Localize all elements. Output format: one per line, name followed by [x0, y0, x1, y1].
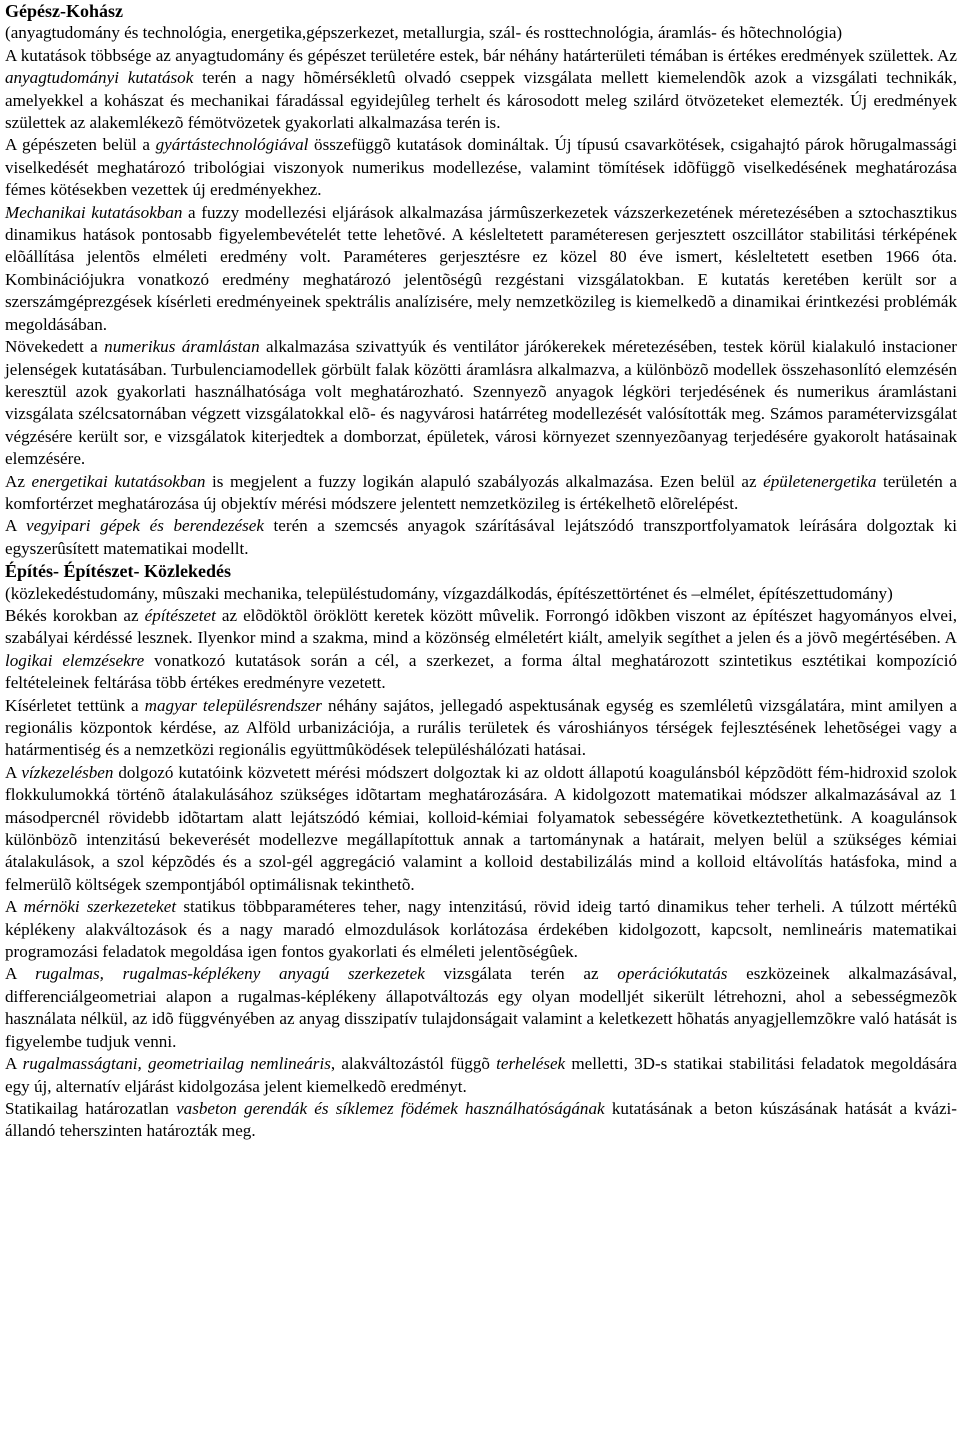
italic-term: mérnöki szerkezeteket [23, 897, 177, 917]
italic-term: vízkezelésben [21, 762, 114, 782]
text-run: Békés korokban az [5, 605, 145, 625]
paragraph [5, 1053, 957, 1098]
text-run: Az [5, 471, 32, 491]
text-run: A gépészeten belül a [5, 135, 156, 155]
paragraph [5, 963, 957, 1053]
paragraph [5, 471, 957, 516]
text-run: A [5, 964, 36, 984]
section-fields-epites: (közlekedéstudomány, mûszaki mechanika, településtudomány, vízgazdálkodás, építészettörténet és –elmélet, építészettudomány) [5, 583, 893, 603]
text-run: Statikailag határozatlan [5, 1098, 177, 1118]
text-run: , alakváltozástól függõ [330, 1054, 497, 1074]
section-heading-gepesz-kohasz: Gépész-Kohász [5, 1, 123, 21]
italic-term: rugalmasságtani, geometriailag nemlineáris [22, 1054, 331, 1074]
paragraph [5, 762, 957, 896]
paragraph [5, 605, 957, 695]
italic-term: vegyipari gépek és berendezések [26, 516, 264, 536]
paragraph [5, 45, 957, 135]
italic-term: anyagtudományi kutatások [5, 68, 194, 88]
text-run: A [5, 516, 26, 536]
text-run: eszközeinek alkalmazásával, differenciálgeometriai alapon a rugalmas-képlékeny állapotváltozás egy olyan modelljét sikerült létrehozni, ahol a sebességmezõk használata nélkül, az idõ függvényében az anyag disszipatív tulajdonságait valamint a keletkezett hõhatás anyagjellemzõkre való hatását is figyelembe tudjuk venni. [5, 964, 957, 1051]
text-run: dolgozó kutatóink közvetett mérési módszert dolgoztak ki az oldott állapotú koagulánsból képzõdött fém-hidroxid szolok flokkulumokká történõ átalakulásához szükséges idõtartam meghatározására. A kidolgozott matematikai módszer alkalmazásával az 1 másodpercnél rövidebb idõtartam alatt lejátszódó kémiai, kolloid-kémiai folyamatok sebességére következtethetünk. A koagulánsok különbözõ intenzitású bekeverését modellezve megállapítottuk annak a tartománynak a határait, melyen belül a szükséges kémiai átalakulások, a szol képzõdés és a szol-gél aggregáció valamint a kolloid destabilizálás mind a kolloid eltávolítás hatásfoka, mind a felmerülõ költségek szempontjából optimálisnak tekinthetõ. [5, 762, 957, 894]
text-run: vonatkozó kutatások során a cél, a szerkezet, a forma által meghatározott szintetikus esztétikai kompozíció feltételeinek feltárása több értékes eredményre vezetett. [5, 650, 958, 693]
text-run: terén a szemcsés anyagok szárításával lejátszódó transzportfolyamatok leírására dolgoztak ki egyszerûsített matematikai modellt. [5, 516, 957, 558]
text-run: statikus többparaméteres teher, nagy intenzitású, rövid ideig tartó dinamikus teher terheli. A túlzott mértékû képlékeny alakváltozások és a nagy maradó elmozdulások korlátozása érdekében kidolgozott, kapcsolt, nemlineáris matematikai programozási feladatok megoldása igen fontos gyakorlati és elméleti jelentõségûek. [5, 897, 957, 962]
section-heading-epites: Építés- Építészet- Közlekedés [5, 561, 231, 582]
italic-term: logikai elemzésekre [5, 650, 145, 670]
paragraph [5, 1098, 957, 1143]
italic-term: vasbeton gerendák és síklemez födémek használhatóságának [176, 1098, 605, 1118]
italic-term: épületenergetika [763, 471, 877, 491]
text-run: A [5, 1054, 23, 1074]
text-run: a fuzzy modellezési eljárások alkalmazása jármûszerkezetek vázszerkezetének méretezésében a sztochasztikus dinamikus hatások pontosabb figyelembevételét tette lehetõvé. A késleltetett paraméteresen gerjesztett oszcillátor stabilitási térképének elõállítása jelentõs elméleti eredmény volt. Paraméteres gerjesztésre ez közel 80 éve ismert, késleltetett esetben 1966 óta. Kombinációjukra vonatkozó eredmény meghatározó jelentõségû rezgéstani vizsgálatokban. E kutatás keretében került sor a szerszámgéprezgések kísérleti eredményeinek spektrális analízisére, mely nemzetközileg is kiemelkedõ a dinamikai érintkezési problémák megoldásában. [5, 202, 957, 334]
italic-term: terhelések [496, 1054, 566, 1074]
italic-term: energetikai kutatásokban [31, 471, 206, 491]
section-fields-gepesz: (anyagtudomány és technológia, energetika,gépszerkezet, metallurgia, szál- és rosttechnológia, áramlás- és hõtechnológia) [5, 23, 843, 43]
text-run: A [5, 762, 22, 782]
text-run: az elõdöktõl öröklött keretek között mûvelik. Forrongó idõkben viszont az építészet hagyományos elvei, szabályai kérdéssé lesznek. Ilyenkor mind a szakma, mind a közönség elméletért kiált, amelyik segíthet a jelen és a jövõ megértésében. A [5, 605, 957, 648]
italic-term: építészetet [144, 605, 216, 625]
paragraph [5, 695, 957, 762]
text-run: néhány sajátos, jellegadó aspektusának egység es szemléletû vizsgálatára, mint amilyen a regionális központok kérdése, az Alföld urbanizációja, a rurális területek és városhiányos térségek fejlesztésének lehetõségei vagy a határmentiség és a nemzetközi regionális együttmûködések településhálózati hatásai. [5, 695, 957, 760]
text-run: A kutatások többsége az anyagtudomány és gépészet területére estek, bár néhány határterületi témában is értékes eredmények születtek. Az [5, 45, 957, 65]
text-run: terén a nagy hõmérsékletû olvadó cseppek vizsgálata mellett kiemelendõk azok a vizsgálati technikák, amelyekkel a kohászat és mechanikai fáradással egyidejûleg terhelt és károsodott meleg szilárd ötvözeteket elemezték. Új eredmények születtek az alakemlékezõ fémötvözetek gyakorlati alkalmazása terén is. [5, 68, 957, 133]
text-run: területén a komfortérzet meghatározása új objektív mérési módszere jelentett nemzetközileg is értékelhetõ elõrelépést. [5, 471, 957, 513]
text-run: is megjelent a fuzzy logikán alapuló szabályozás alkalmazása. Ezen belül az [205, 471, 764, 491]
text-run: összefüggõ kutatások domináltak. Új típusú csavarkötések, csigahajtó párok hõrugalmassági viselkedését meghatározó tribológiai viszonyok numerikus modellezése, valamint tömítések idõfüggõ viselkedésének meghatározása fémes kötésekben vezettek új eredményekhez. [5, 135, 957, 200]
italic-term: operációkutatás [617, 964, 728, 984]
paragraph [5, 202, 957, 336]
text-run: Növekedett a [5, 337, 105, 357]
italic-term: gyártástechnológiával [155, 135, 309, 155]
italic-term: Mechanikai kutatásokban [5, 202, 183, 222]
paragraph [5, 515, 957, 560]
italic-term: magyar településrendszer [144, 695, 322, 715]
text-run: melletti, 3D-s statikai stabilitási feladatok megoldására egy új, alternatív eljárást kidolgozása jelent kiemelkedõ eredményt. [5, 1054, 958, 1096]
italic-term: rugalmas, rugalmas-képlékeny anyagú szerkezetek [35, 964, 425, 984]
paragraph [5, 134, 957, 201]
text-run: alkalmazása szivattyúk és ventilátor járókerekek méretezésében, testek körül kialakuló instacioner jelenségek kutatásában. Turbulenciamodellek görbült falak közötti áramlásra alkalmazva, a különbözõ modellek összehasonlító elemzésén keresztül azok gyakorlati használhatósága volt meghatározható. Szennyezõ anyagok légköri terjedésének és numerikus áramlástani vizsgálata szélcsatornában végzett vizsgálatokkal elõ- és nagyvárosi határréteg modellezését valósították meg. Számos paramétervizsgálat végzésére került sor, e vizsgálatok kiterjedtek a domborzat, épületek, városi környezet szennyezõanyag terjedésére gyakorolt hatásainak elemzésére. [5, 337, 957, 469]
paragraph [5, 896, 957, 963]
text-run: Kísérletet tettünk a [5, 695, 145, 715]
text-run: kutatásának a beton kúszásának hatását a kvázi-állandó teherszinten határozták meg. [5, 1098, 957, 1141]
text-run: A [5, 897, 24, 917]
text-run: vizsgálata terén az [424, 964, 618, 984]
italic-term: numerikus áramlástan [104, 337, 260, 357]
paragraph [5, 336, 957, 470]
